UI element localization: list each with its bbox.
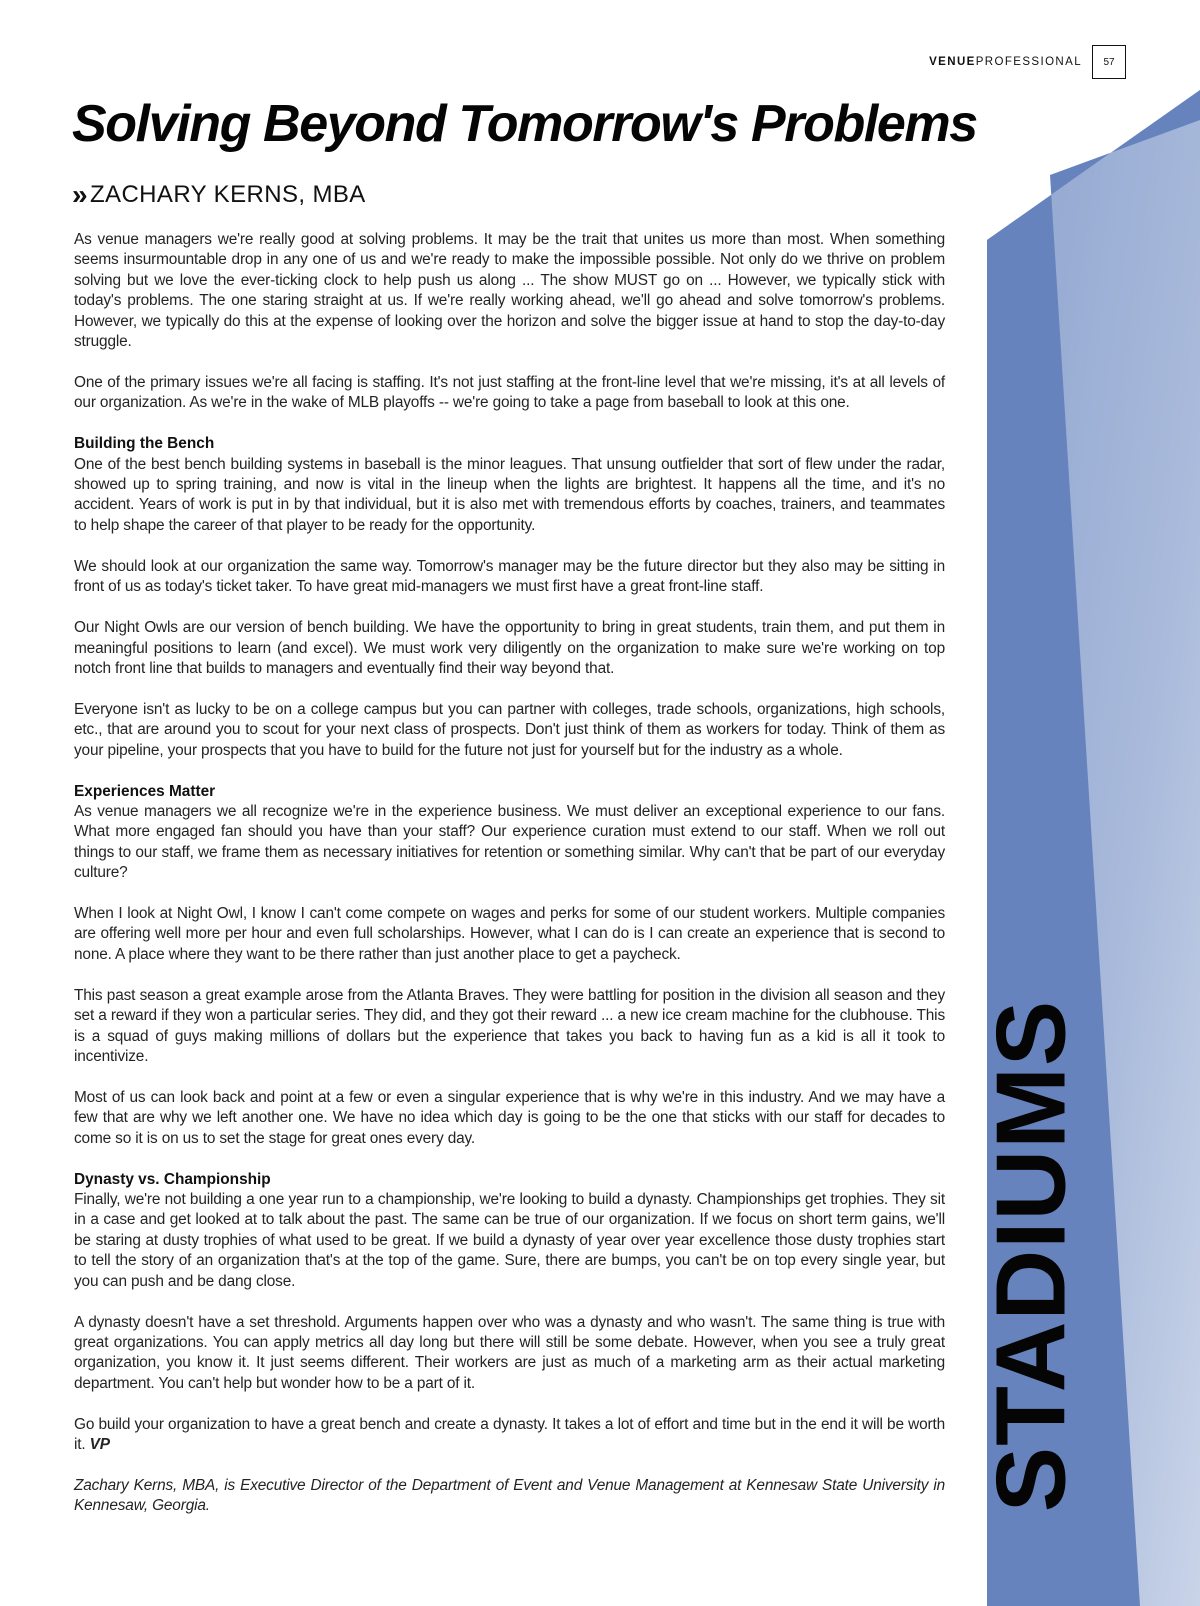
paragraph: Everyone isn't as lucky to be on a college campus but you can partner with colleges, trade schools, organizations, high schools, etc., that are around you to scout for your next class of prospects. Don't just think of them as workers for today. Think of them as your pipeline, your prospects that you have to build for the future not just for yourself but for the industry as a whole. <box>74 700 945 759</box>
running-header <box>929 44 1126 80</box>
paragraph: Most of us can look back and point at a few or even a singular experience that is why we're in this industry. And we may have a few that are why we left another one. We have no idea which day is going to be the one that sticks with our staff for decades to come so it is on us to set the stage for great ones every day. <box>74 1088 945 1147</box>
closing-text: Go build your organization to have a great bench and create a dynasty. It takes a lot of effort and time but in the end it will be worth it. <box>74 1415 945 1454</box>
magazine-name-bold: VENUE <box>929 56 976 68</box>
section-heading: Building the Bench <box>74 435 215 453</box>
paragraph: As venue managers we're really good at solving problems. It may be the trait that unites us more than most. When something seems insurmountable drop in any one of us and we're ready to make the impossible possible. Not only do we thrive on problem solving but we love the ever-ticking clock to help push us along ... The show MUST go on ... However, we typically stick with today's problems. The one staring straight at us. If we're really working ahead, we'll go ahead and solve tomorrow's problems. However, we typically do this at the expense of looking over the horizon and solve the bigger issue at hand to stop the day-to-day struggle. <box>74 231 945 351</box>
paragraph: One of the best bench building systems in baseball is the minor leagues. That unsung outfielder that sort of flew under the radar, showed up to spring training, and now is vital in the lineup when the lights are brightest. It happens all the time, and it's no accident. Years of work is put in by that individual, but it is also met with tremendous efforts by coaches, trainers, and teammates to help shape the career of that player to be ready for the opportunity. <box>74 455 945 534</box>
section-label-text: STADIUMS <box>975 999 1085 1513</box>
page-number: 57 <box>1092 45 1126 79</box>
closing-paragraph <box>74 1415 945 1456</box>
article-title: Solving Beyond Tomorrow's Problems <box>72 95 977 153</box>
magazine-name-regular: PROFESSIONAL <box>975 56 1082 68</box>
paragraph: Our Night Owls are our version of bench building. We have the opportunity to bring in great students, train them, and put them in meaningful positions to learn (and excel). We must work very diligently on the organization to make sure we're working on top notch front line that builds to managers and eventually find their way beyond that. <box>74 619 945 677</box>
paragraph: A dynasty doesn't have a set threshold. Arguments happen over who was a dynasty and who wasn't. The same thing is true with great organizations. You can apply metrics all day long but there will still be some debate. However, when you see a truly great organization, you know it. It just seems different. Their workers are just as much of a marketing arm as their actual marketing department. You can't help but wonder how to be a part of it. <box>74 1313 945 1392</box>
vp-signature: VP <box>89 1436 110 1454</box>
author-name: ZACHARY KERNS, MBA <box>89 181 366 208</box>
section-heading: Experiences Matter <box>74 782 216 800</box>
byline <box>72 181 366 209</box>
paragraph: This past season a great example arose from the Atlanta Braves. They were battling for position in the division all season and they set a reward if they won a particular series. They did, and they got their reward ... a new ice cream machine for the clubhouse. This is a squad of guys making millions of dollars but the experience that takes you back to having fun as a kid is all it took to incentivize. <box>74 986 945 1065</box>
author-bio: Zachary Kerns, MBA, is Executive Director of the Department of Event and Venue Management at Kennesaw State University in Kennesaw, Georgia. <box>74 1477 945 1515</box>
section-heading: Dynasty vs. Championship <box>74 1170 271 1188</box>
paragraph: We should look at our organization the same way. Tomorrow's manager may be the future director but they also may be sitting in front of us as today's ticket taker. To have great mid-managers we must first have a great front-line staff. <box>74 557 945 596</box>
paragraph: Finally, we're not building a one year run to a championship, we're looking to build a dynasty. Championships get trophies. They sit in a case and get looked at to talk about the past. The same can be true of our organization. If we focus on short term gains, we'll be staring at dusty trophies of what used to be great. If we build a dynasty of year over year excellence those dusty trophies start to tell the story of an organization that's at the top of the game. Sure, there are bumps, you can't be on top every single year, but you can push and be dang close. <box>74 1191 945 1290</box>
paragraph: As venue managers we all recognize we're in the experience business. We must deliver an exceptional experience to our fans. What more engaged fan should you have than your staff? Our experience curation must extend to our staff. When we roll out things to our staff, we frame them as necessary initiatives for retention or something similar. Why can't that be part of our everyday culture? <box>74 802 945 882</box>
magazine-name <box>929 56 1082 68</box>
article-body <box>74 230 945 1517</box>
paragraph: When I look at Night Owl, I know I can't come compete on wages and perks for some of our student workers. Multiple companies are offering well more per hour and even full scholarships. However, what I can do is I can create an experience that is second to none. A place where they want to be there rather than just another place to get a paycheck. <box>74 905 945 963</box>
chevron-right-icon: » <box>72 179 88 210</box>
paragraph: One of the primary issues we're all facing is staffing. It's not just staffing at the front-line level that we're missing, it's at all levels of our organization. As we're in the wake of MLB playoffs -- we're going to take a page from baseball to look at this one. <box>74 373 945 412</box>
section-label <box>975 986 1085 1526</box>
